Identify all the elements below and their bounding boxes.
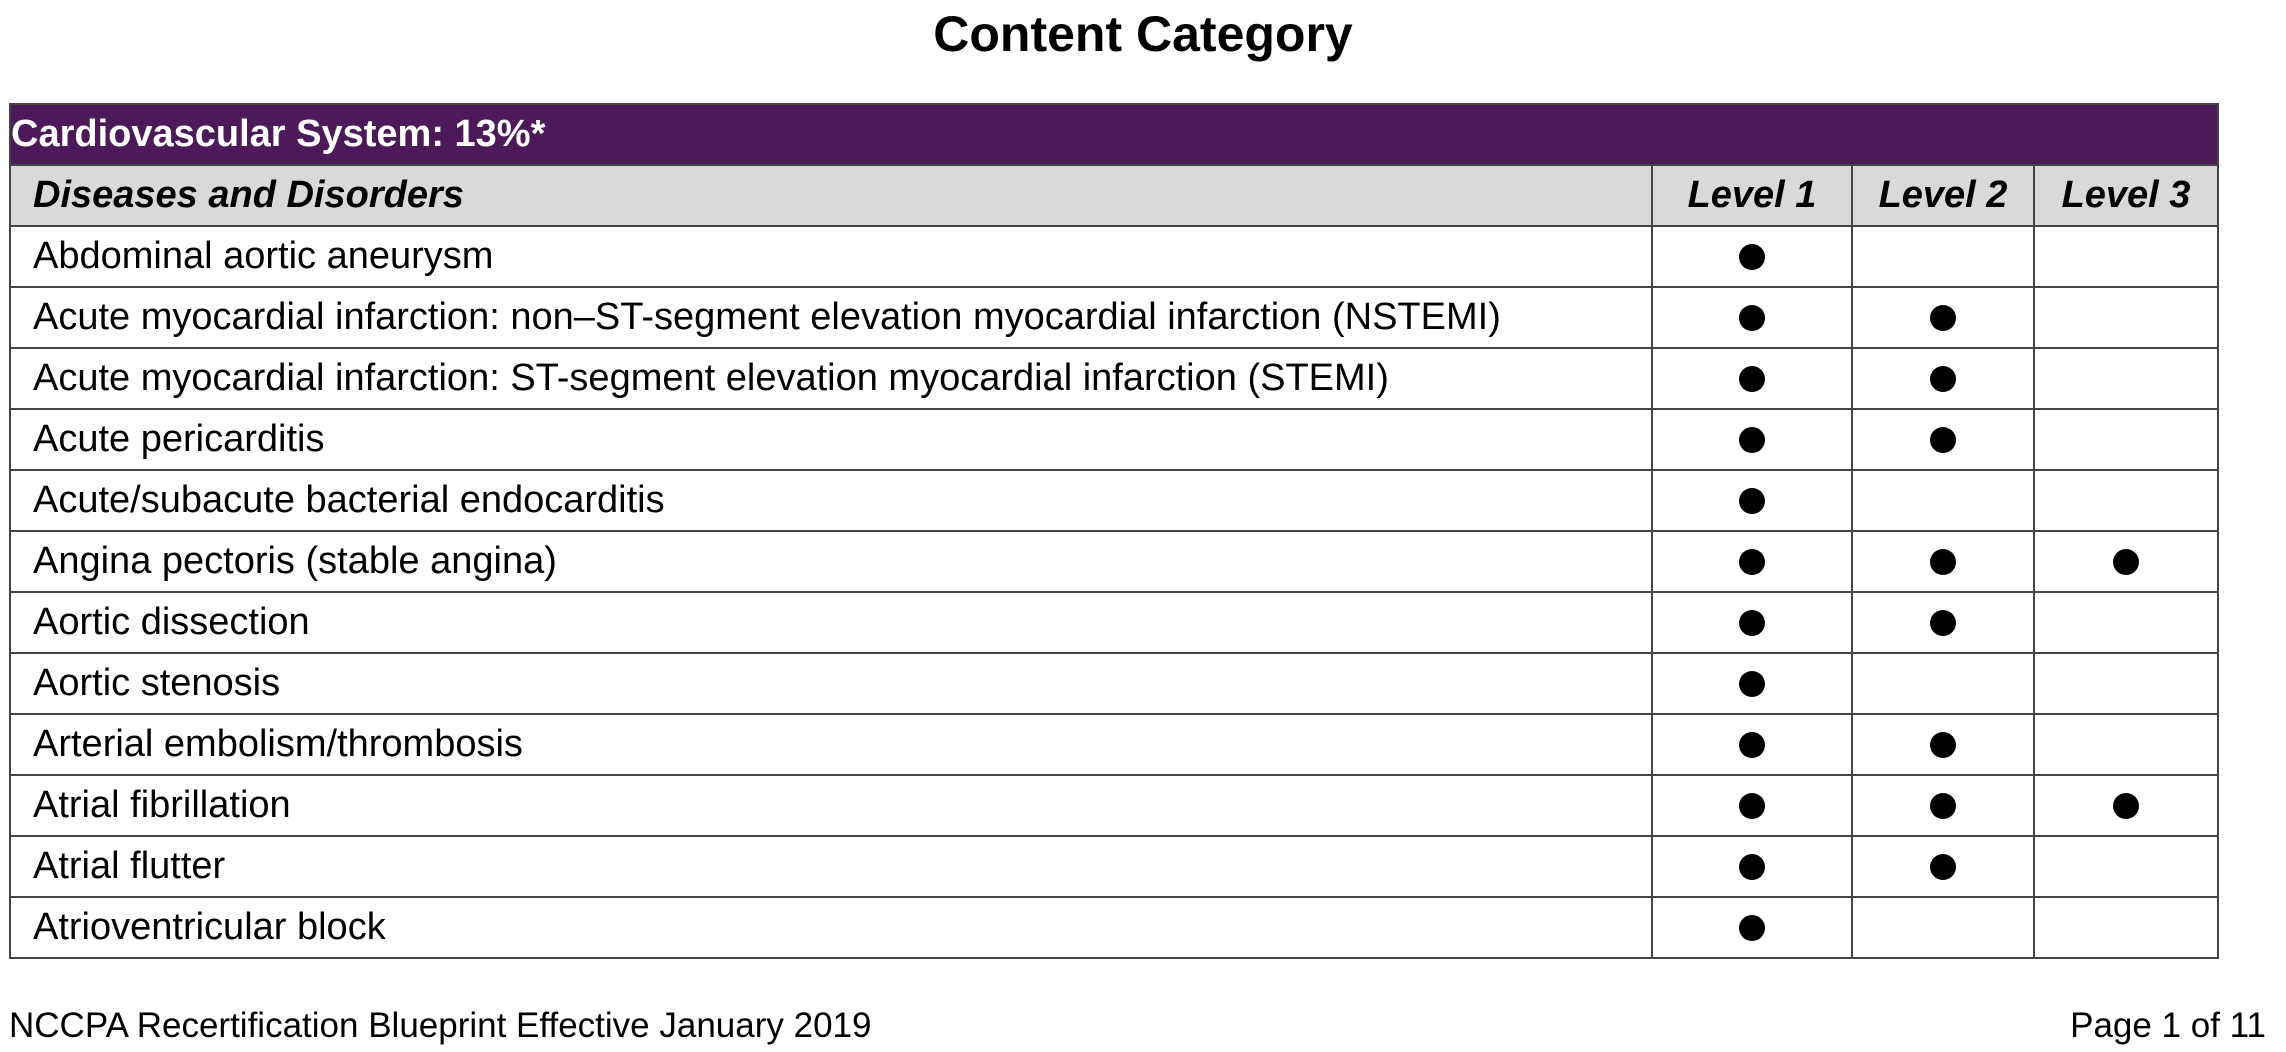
column-header-row [10, 165, 2218, 226]
table-row [10, 226, 2218, 287]
level-3-cell [2034, 775, 2218, 836]
filled-circle-icon [1930, 427, 1956, 453]
level-1-cell [1652, 531, 1852, 592]
filled-circle-icon [1930, 732, 1956, 758]
filled-circle-icon [1739, 305, 1765, 331]
filled-circle-icon [1739, 854, 1765, 880]
level-1-cell [1652, 836, 1852, 897]
level-2-cell [1852, 348, 2034, 409]
condition-name: Aortic stenosis [10, 653, 1652, 714]
level-2-cell [1852, 653, 2034, 714]
filled-circle-icon [2113, 549, 2139, 575]
level-3-cell [2034, 348, 2218, 409]
condition-name: Atrioventricular block [10, 897, 1652, 958]
filled-circle-icon [1930, 366, 1956, 392]
filled-circle-icon [1739, 488, 1765, 514]
table-row [10, 714, 2218, 775]
condition-name: Acute pericarditis [10, 409, 1652, 470]
filled-circle-icon [1930, 854, 1956, 880]
level-3-cell [2034, 836, 2218, 897]
column-header-level-2: Level 2 [1852, 165, 2034, 226]
level-1-cell [1652, 348, 1852, 409]
level-2-cell [1852, 287, 2034, 348]
level-1-cell [1652, 409, 1852, 470]
level-1-cell [1652, 653, 1852, 714]
level-2-cell [1852, 714, 2034, 775]
condition-name: Acute/subacute bacterial endocarditis [10, 470, 1652, 531]
table-row [10, 897, 2218, 958]
level-2-cell [1852, 836, 2034, 897]
level-2-cell [1852, 592, 2034, 653]
level-2-cell [1852, 226, 2034, 287]
footer-page-number: Page 1 of 11 [2070, 1006, 2266, 1045]
filled-circle-icon [1739, 915, 1765, 941]
filled-circle-icon [1739, 671, 1765, 697]
level-2-cell [1852, 470, 2034, 531]
blueprint-table [9, 103, 2219, 959]
column-header-diseases: Diseases and Disorders [10, 165, 1652, 226]
condition-name: Aortic dissection [10, 592, 1652, 653]
filled-circle-icon [1739, 366, 1765, 392]
table-row [10, 287, 2218, 348]
category-header-row [10, 104, 2218, 165]
column-header-level-1: Level 1 [1652, 165, 1852, 226]
filled-circle-icon [1930, 549, 1956, 575]
table-row [10, 409, 2218, 470]
level-2-cell [1852, 409, 2034, 470]
level-3-cell [2034, 287, 2218, 348]
level-1-cell [1652, 775, 1852, 836]
filled-circle-icon [1739, 610, 1765, 636]
condition-name: Angina pectoris (stable angina) [10, 531, 1652, 592]
condition-name: Abdominal aortic aneurysm [10, 226, 1652, 287]
filled-circle-icon [1739, 427, 1765, 453]
filled-circle-icon [2113, 793, 2139, 819]
condition-name: Arterial embolism/thrombosis [10, 714, 1652, 775]
condition-name: Atrial flutter [10, 836, 1652, 897]
level-1-cell [1652, 897, 1852, 958]
filled-circle-icon [1930, 305, 1956, 331]
filled-circle-icon [1930, 793, 1956, 819]
filled-circle-icon [1739, 732, 1765, 758]
condition-name: Acute myocardial infarction: non–ST-segment elevation myocardial infarction (NSTEMI) [10, 287, 1652, 348]
level-3-cell [2034, 531, 2218, 592]
table-row [10, 531, 2218, 592]
table-row [10, 775, 2218, 836]
table-row [10, 470, 2218, 531]
footer-blueprint-label: NCCPA Recertification Blueprint Effective January 2019 [9, 1006, 872, 1045]
column-header-level-3: Level 3 [2034, 165, 2218, 226]
level-3-cell [2034, 897, 2218, 958]
level-1-cell [1652, 287, 1852, 348]
level-3-cell [2034, 470, 2218, 531]
filled-circle-icon [1930, 610, 1956, 636]
table-row [10, 836, 2218, 897]
level-3-cell [2034, 653, 2218, 714]
level-1-cell [1652, 226, 1852, 287]
level-3-cell [2034, 714, 2218, 775]
filled-circle-icon [1739, 793, 1765, 819]
level-3-cell [2034, 592, 2218, 653]
category-title: Cardiovascular System: 13%* [10, 104, 2218, 165]
level-1-cell [1652, 592, 1852, 653]
filled-circle-icon [1739, 549, 1765, 575]
table-row [10, 348, 2218, 409]
condition-name: Acute myocardial infarction: ST-segment elevation myocardial infarction (STEMI) [10, 348, 1652, 409]
level-3-cell [2034, 409, 2218, 470]
filled-circle-icon [1739, 244, 1765, 270]
level-2-cell [1852, 897, 2034, 958]
level-1-cell [1652, 470, 1852, 531]
level-3-cell [2034, 226, 2218, 287]
level-2-cell [1852, 531, 2034, 592]
page-title: Content Category [933, 6, 1353, 62]
table-row [10, 592, 2218, 653]
table-row [10, 653, 2218, 714]
condition-name: Atrial fibrillation [10, 775, 1652, 836]
level-2-cell [1852, 775, 2034, 836]
level-1-cell [1652, 714, 1852, 775]
